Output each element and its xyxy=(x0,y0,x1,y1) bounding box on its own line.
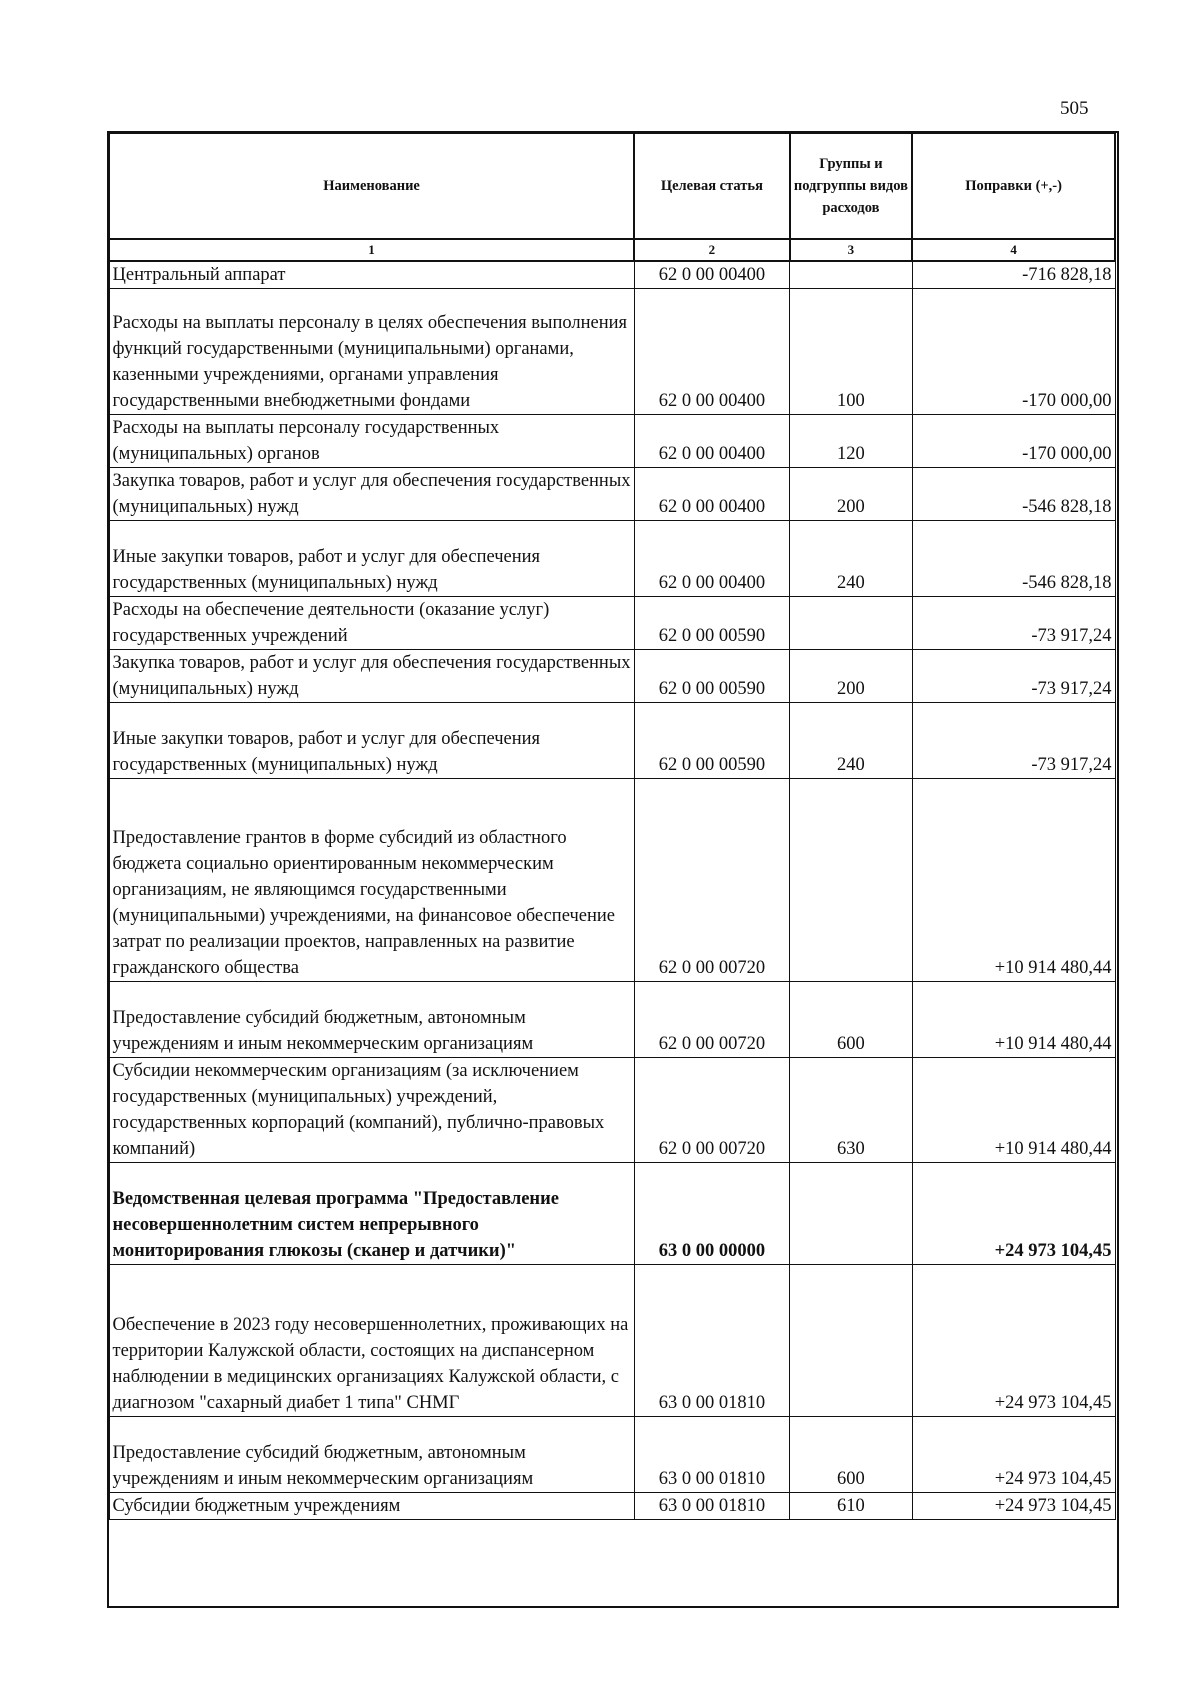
table-row xyxy=(109,1058,1115,1163)
table-row xyxy=(109,597,1115,650)
row-target-article: 62 0 00 00720 xyxy=(634,779,790,982)
table-row xyxy=(109,779,1115,982)
row-name: Субсидии бюджетным учреждениям xyxy=(109,1493,634,1520)
column-number-row xyxy=(109,239,1115,261)
row-target-article: 62 0 00 00590 xyxy=(634,650,790,703)
row-expense-group: 240 xyxy=(790,521,912,597)
row-name: Субсидии некоммерческим организациям (за исключением государственных (муниципальных) учреждений, государственных корпораций (компаний), публично-правовых компаний) xyxy=(109,1058,634,1163)
row-amount: -73 917,24 xyxy=(912,650,1115,703)
row-amount: -73 917,24 xyxy=(912,597,1115,650)
row-target-article: 63 0 00 01810 xyxy=(634,1265,790,1417)
table-row xyxy=(109,289,1115,415)
row-expense-group xyxy=(790,1163,912,1265)
row-target-article: 62 0 00 00400 xyxy=(634,468,790,521)
row-name: Расходы на обеспечение деятельности (оказание услуг) государственных учреждений xyxy=(109,597,634,650)
row-expense-group: 600 xyxy=(790,1417,912,1493)
page-number: 505 xyxy=(1060,98,1089,119)
table-row xyxy=(109,703,1115,779)
row-expense-group: 600 xyxy=(790,982,912,1058)
header-expense-groups: Группы и подгруппы видов расходов xyxy=(790,133,912,239)
row-target-article: 62 0 00 00590 xyxy=(634,597,790,650)
row-expense-group xyxy=(790,261,912,289)
table-row xyxy=(109,521,1115,597)
row-target-article: 62 0 00 00400 xyxy=(634,521,790,597)
row-expense-group: 610 xyxy=(790,1493,912,1520)
row-target-article: 62 0 00 00400 xyxy=(634,415,790,468)
row-target-article: 62 0 00 00400 xyxy=(634,289,790,415)
row-amount: -546 828,18 xyxy=(912,468,1115,521)
row-name: Центральный аппарат xyxy=(109,261,634,289)
column-number: 2 xyxy=(634,239,790,261)
header-row xyxy=(109,133,1115,239)
row-expense-group xyxy=(790,597,912,650)
table-body xyxy=(109,261,1115,1520)
column-number: 1 xyxy=(109,239,634,261)
row-expense-group: 200 xyxy=(790,650,912,703)
row-name: Расходы на выплаты персоналу государственных (муниципальных) органов xyxy=(109,415,634,468)
table-row xyxy=(109,1493,1115,1520)
row-name: Закупка товаров, работ и услуг для обеспечения государственных (муниципальных) нужд xyxy=(109,650,634,703)
header-target-article: Целевая статья xyxy=(634,133,790,239)
row-target-article: 62 0 00 00720 xyxy=(634,1058,790,1163)
row-target-article: 63 0 00 01810 xyxy=(634,1493,790,1520)
row-name: Предоставление субсидий бюджетным, автономным учреждениям и иным некоммерческим организациям xyxy=(109,982,634,1058)
table-row xyxy=(109,468,1115,521)
row-amount: -546 828,18 xyxy=(912,521,1115,597)
table-row xyxy=(109,1163,1115,1265)
table-row xyxy=(109,261,1115,289)
row-amount: -170 000,00 xyxy=(912,289,1115,415)
row-name: Иные закупки товаров, работ и услуг для обеспечения государственных (муниципальных) нужд xyxy=(109,521,634,597)
row-amount: -716 828,18 xyxy=(912,261,1115,289)
row-amount: +24 973 104,45 xyxy=(912,1163,1115,1265)
row-expense-group: 100 xyxy=(790,289,912,415)
table-row xyxy=(109,982,1115,1058)
row-amount: -170 000,00 xyxy=(912,415,1115,468)
row-name: Расходы на выплаты персоналу в целях обеспечения выполнения функций государственными (муниципальными) органами, казенными учреждениями, органами управления государственными внебюджетными фондами xyxy=(109,289,634,415)
table-row xyxy=(109,650,1115,703)
row-amount: -73 917,24 xyxy=(912,703,1115,779)
row-expense-group: 120 xyxy=(790,415,912,468)
table-row xyxy=(109,1417,1115,1493)
row-expense-group: 200 xyxy=(790,468,912,521)
table-row xyxy=(109,415,1115,468)
row-name: Иные закупки товаров, работ и услуг для обеспечения государственных (муниципальных) нужд xyxy=(109,703,634,779)
header-name: Наименование xyxy=(109,133,634,239)
row-amount: +10 914 480,44 xyxy=(912,982,1115,1058)
budget-table xyxy=(108,132,1116,1520)
row-name: Предоставление грантов в форме субсидий из областного бюджета социально ориентированным некоммерческим организациям, не являющимся государственными (муниципальными) учреждениями, на финансовое обеспечение затрат по реализации проектов, направленных на развитие гражданского общества xyxy=(109,779,634,982)
row-name: Закупка товаров, работ и услуг для обеспечения государственных (муниципальных) нужд xyxy=(109,468,634,521)
row-expense-group: 630 xyxy=(790,1058,912,1163)
row-target-article: 63 0 00 01810 xyxy=(634,1417,790,1493)
row-amount: +24 973 104,45 xyxy=(912,1493,1115,1520)
row-expense-group xyxy=(790,779,912,982)
row-amount: +24 973 104,45 xyxy=(912,1265,1115,1417)
column-number: 4 xyxy=(912,239,1115,261)
row-name: Обеспечение в 2023 году несовершеннолетних, проживающих на территории Калужской области, состоящих на диспансерном наблюдении в медицинских организациях Калужской области, с диагнозом "сахарный диабет 1 типа" СНМГ xyxy=(109,1265,634,1417)
header-amendments: Поправки (+,-) xyxy=(912,133,1115,239)
row-expense-group xyxy=(790,1265,912,1417)
row-name: Предоставление субсидий бюджетным, автономным учреждениям и иным некоммерческим организациям xyxy=(109,1417,634,1493)
row-amount: +24 973 104,45 xyxy=(912,1417,1115,1493)
row-target-article: 62 0 00 00720 xyxy=(634,982,790,1058)
row-expense-group: 240 xyxy=(790,703,912,779)
row-amount: +10 914 480,44 xyxy=(912,1058,1115,1163)
row-target-article: 62 0 00 00400 xyxy=(634,261,790,289)
row-target-article: 62 0 00 00590 xyxy=(634,703,790,779)
column-number: 3 xyxy=(790,239,912,261)
row-name: Ведомственная целевая программа "Предоставление несовершеннолетним систем непрерывного мониторирования глюкозы (сканер и датчики)" xyxy=(109,1163,634,1265)
row-amount: +10 914 480,44 xyxy=(912,779,1115,982)
table-row xyxy=(109,1265,1115,1417)
row-target-article: 63 0 00 00000 xyxy=(634,1163,790,1265)
